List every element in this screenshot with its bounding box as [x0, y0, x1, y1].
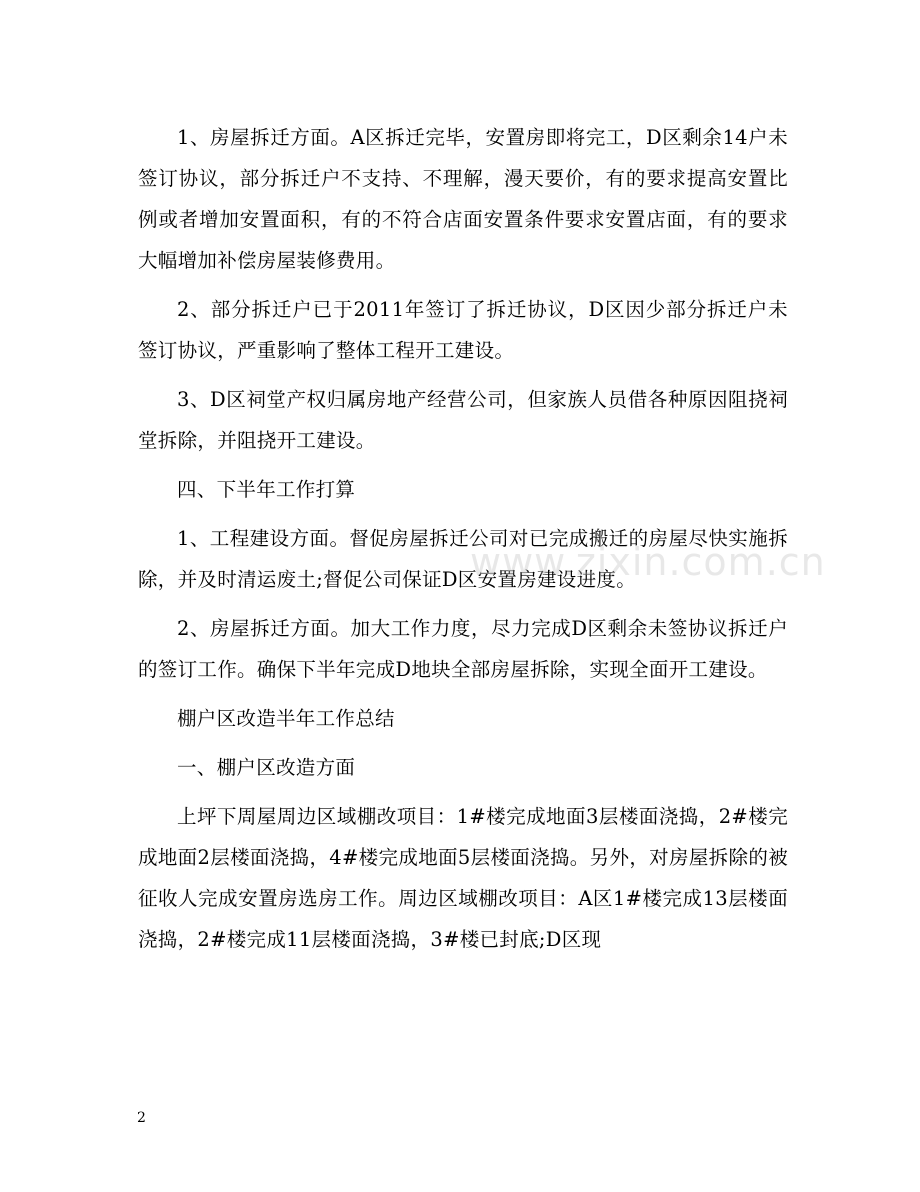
document-subtitle: 棚户区改造半年工作总结: [177, 707, 395, 730]
document-body: [138, 117, 788, 968]
paragraph-2: 2、部分拆迁户已于2011年签订了拆迁协议，D区因少部分拆迁户未签订协议，严重影响了整体工程开工建设。: [138, 298, 788, 362]
paragraph-5: 2、房屋拆迁方面。加大工作力度，尽力完成D区剩余未签协议拆迁户的签订工作。确保下半年完成D地块全部房屋拆除，实现全面开工建设。: [138, 617, 788, 681]
paragraph-6: 上坪下周屋周边区域棚改项目：1#楼完成地面3层楼面浇捣，2#楼完成地面2层楼面浇捣，4#楼完成地面5层楼面浇捣。另外，对房屋拆除的被征收人完成安置房选房工作。周边区域棚改项目：A区1#楼完成13层楼面浇捣，2#楼完成11层楼面浇捣，3#楼已封底;D区现: [138, 805, 788, 951]
section-heading-plan: 四、下半年工作打算: [177, 478, 356, 501]
watermark-text: www.zixin.com.cn: [470, 540, 826, 584]
paragraph-3: 3、D区祠堂产权归属房地产经营公司，但家族人员借各种原因阻挠祠堂拆除，并阻挠开工建设。: [138, 388, 788, 452]
paragraph-4: 1、工程建设方面。督促房屋拆迁公司对已完成搬迁的房屋尽快实施拆除，并及时清运废土;督促公司保证D区安置房建设进度。: [138, 527, 788, 591]
page-number: 2: [137, 1110, 146, 1126]
section-heading-renovation: 一、棚户区改造方面: [177, 756, 356, 779]
paragraph-1: 1、房屋拆迁方面。A区拆迁完毕，安置房即将完工，D区剩余14户未签订协议，部分拆迁户不支持、不理解，漫天要价，有的要求提高安置比例或者增加安置面积，有的不符合店面安置条件要求安置店面，有的要求大幅增加补偿房屋装修费用。: [138, 126, 788, 272]
